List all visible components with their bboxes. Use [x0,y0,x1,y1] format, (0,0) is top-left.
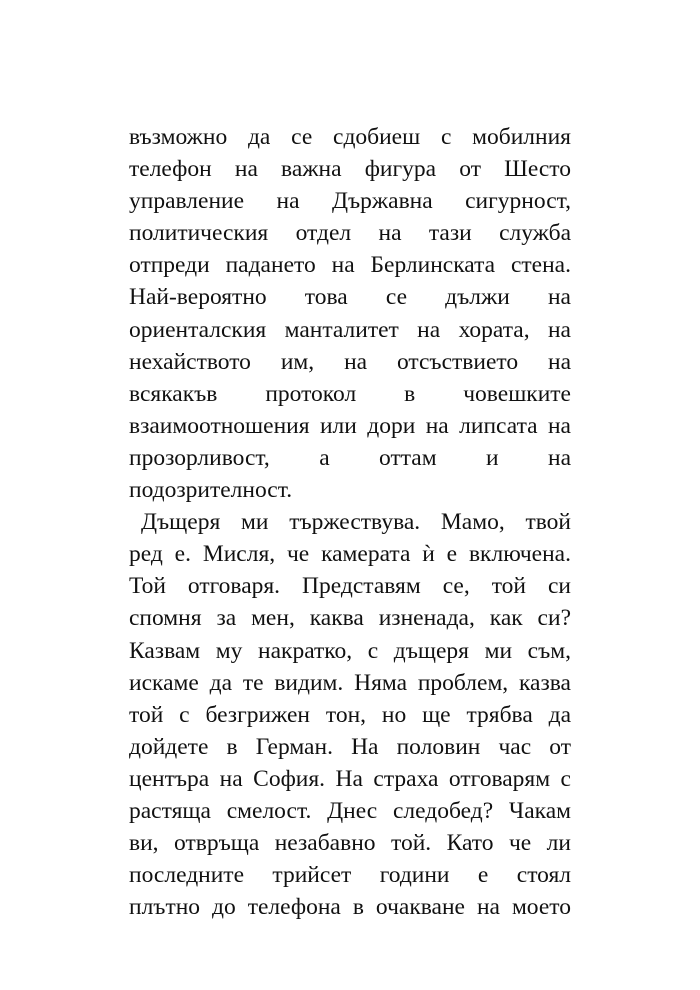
text-line: ви, отвръща незабавно той. Като че ли [129,830,571,857]
text-line: растяща смелост. Днес следобед? Чакам [129,797,571,824]
text-line: нехайството им, на отсъствието на [129,348,571,375]
text-line: управление на Държавна сигурност, [129,188,571,215]
text-line: Дъщеря ми тържествува. Мамо, твой [141,509,571,536]
text-line: възможно да се сдобиеш с мобилния [129,124,571,150]
text-line: последните трийсет години е стоял [129,862,571,889]
text-line: политическия отдел на тази служба [129,220,571,247]
text-line: Казвам му накратко, с дъщеря ми съм, [129,637,571,664]
paragraph-1 [129,121,571,506]
paragraph-2 [129,506,571,923]
text-line: дойдете в Герман. На половин час от [129,733,571,760]
text-line: Най-вероятно това се дължи на [129,284,571,311]
text-line: прозорливост, а оттам и на [129,444,571,471]
text-line: центъра на София. На страха отговарям с [129,765,571,792]
text-line: всякакъв протокол в човешките [129,380,571,407]
text-line: искаме да те видим. Няма проблем, казва [129,669,571,696]
text-line: взаимоотношения или дори на липсата на [129,412,571,439]
text-line: плътно до телефона в очакване на моето [129,894,571,921]
text-line: ориенталския манталитет на хората, на [129,316,571,343]
text-line: ред е. Мисля, че камерата ѝ е включена. [129,541,571,568]
text-line: отпреди падането на Берлинската стена. [129,252,571,279]
text-line: подозрителност. [129,477,293,504]
text-line: телефон на важна фигура от Шесто [129,156,571,183]
text-line: спомня за мен, каква изненада, как си? [129,605,571,632]
text-line: Той отговаря. Представям се, той си [129,573,571,600]
text-line: той с безгрижен тон, но ще трябва да [129,701,571,728]
body-text [129,121,571,923]
